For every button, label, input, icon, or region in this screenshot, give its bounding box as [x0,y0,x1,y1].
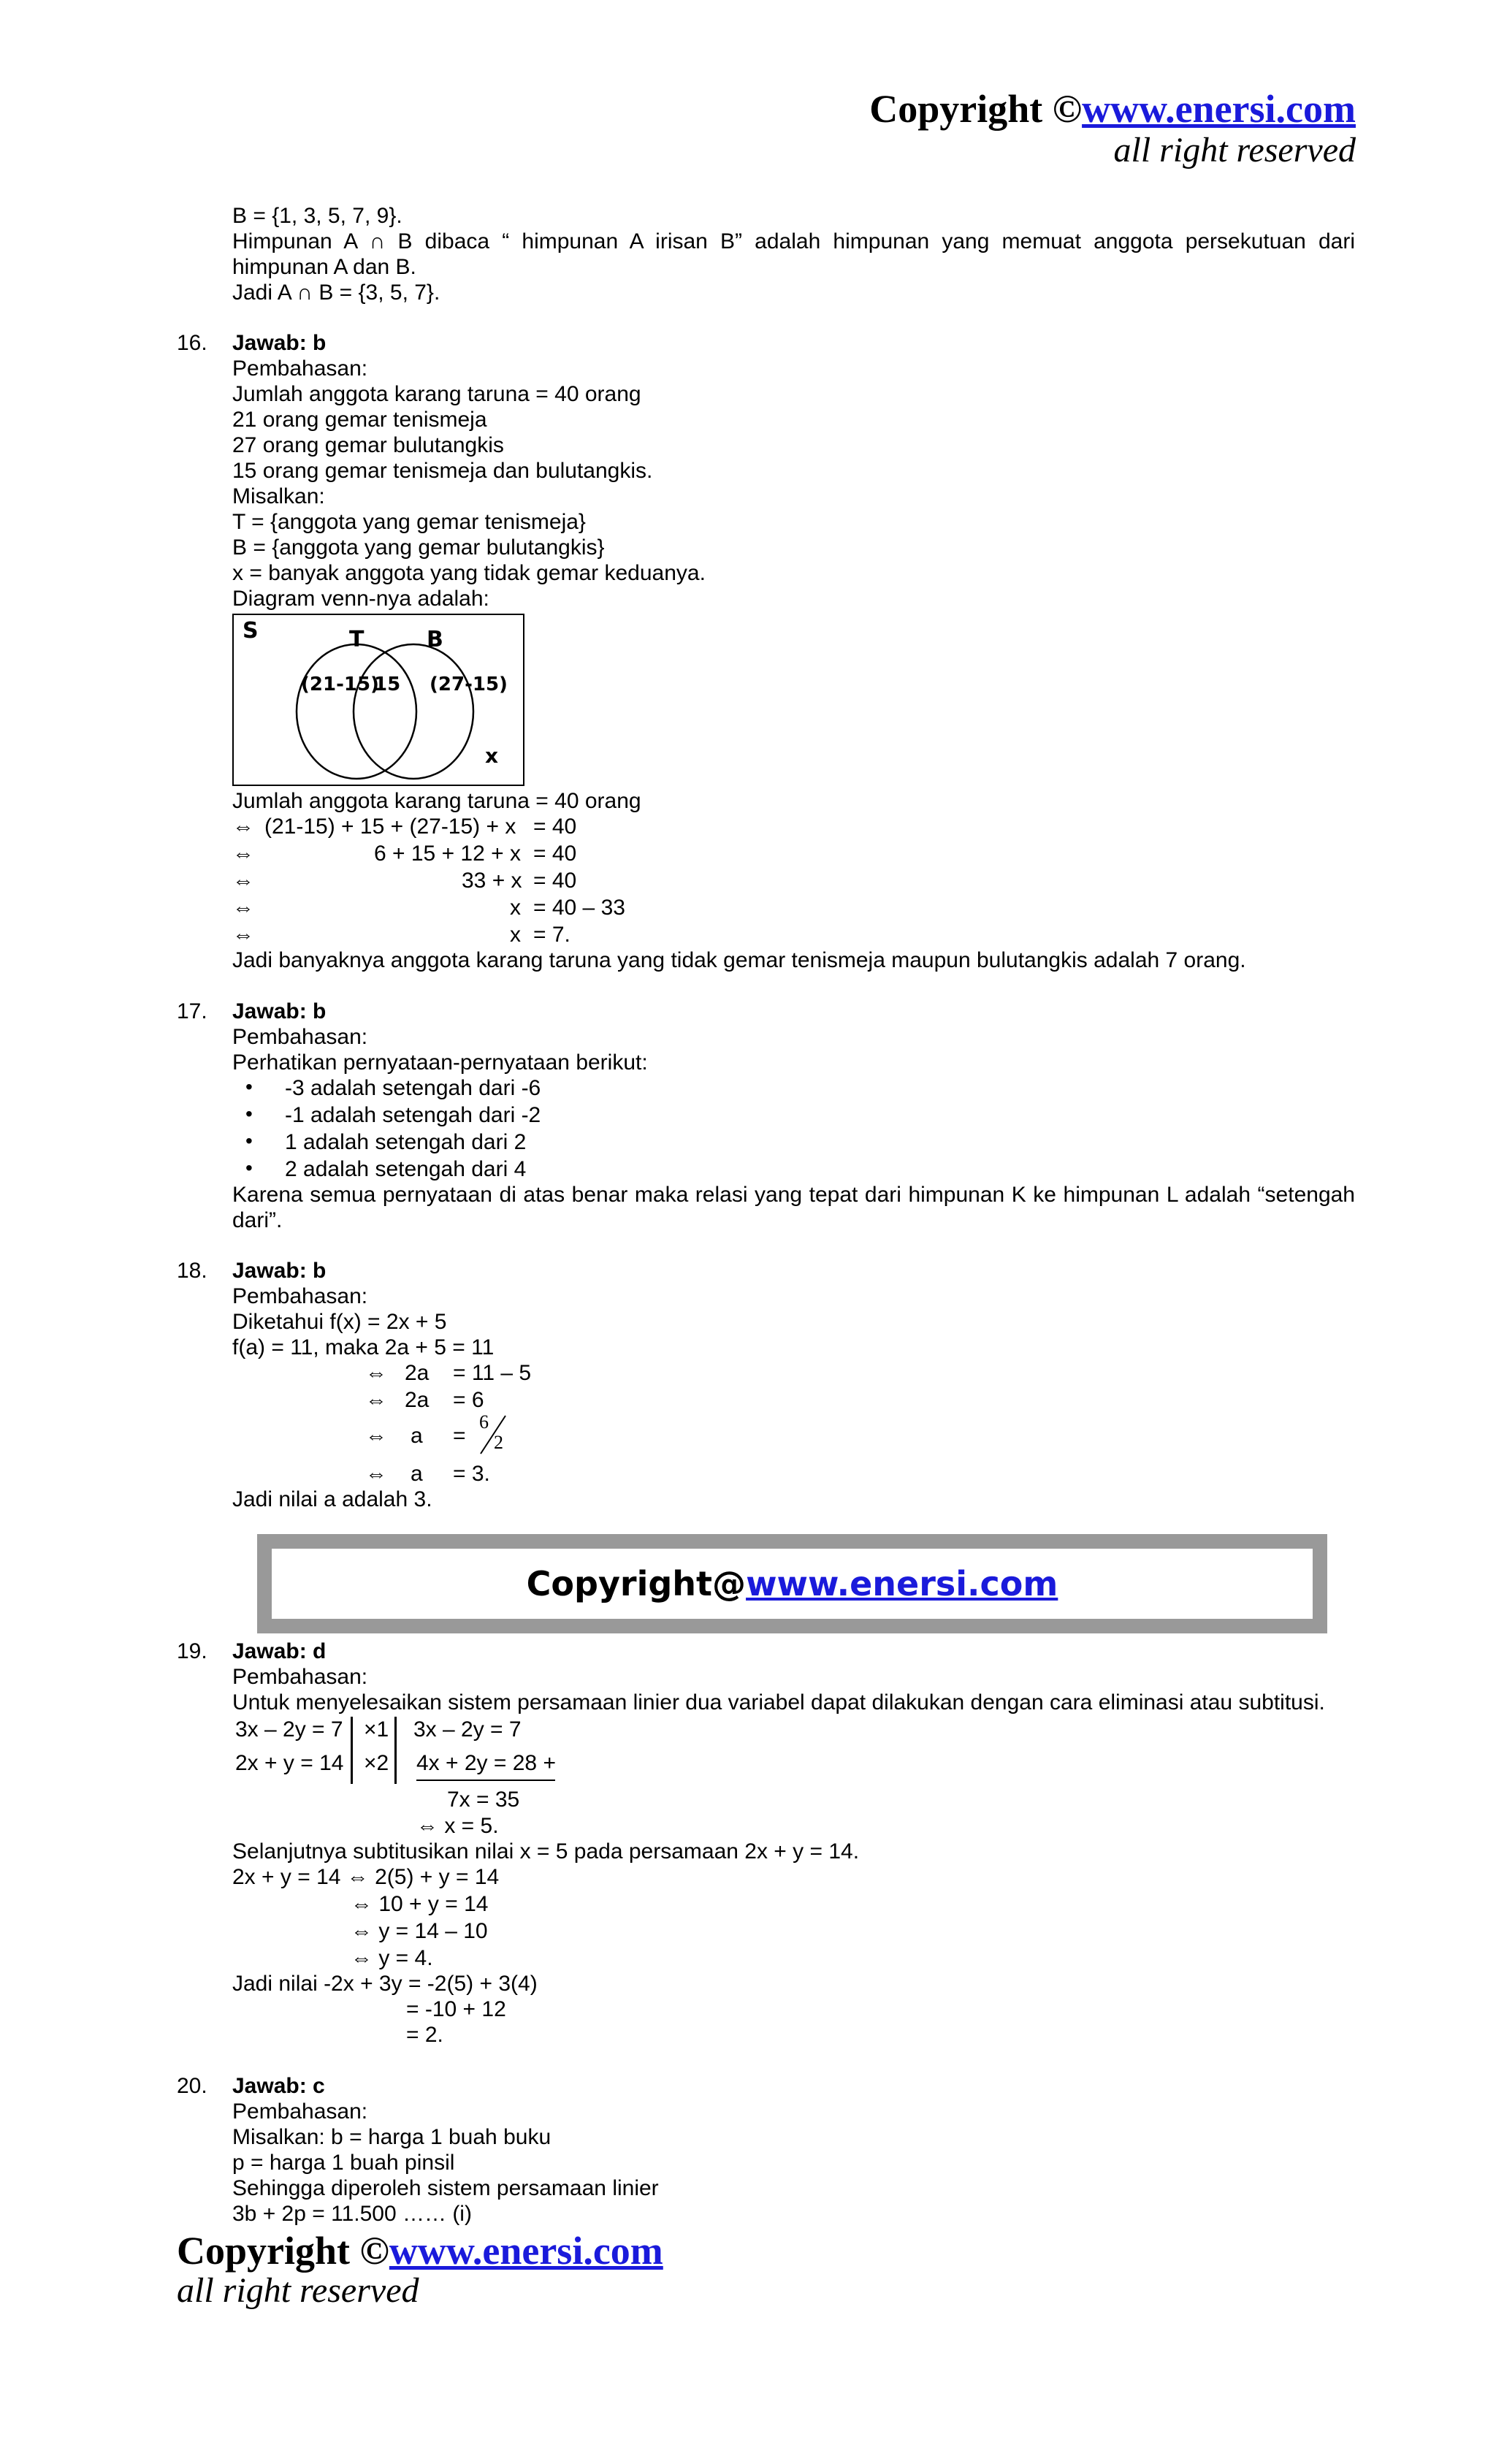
equiv-arrow: ⇔ [232,896,254,920]
header-rights: all right reserved [1113,131,1356,169]
venn-circles [234,615,523,785]
q16-answer: Jawab: b [232,331,327,355]
bullet-icon: • [245,1102,253,1125]
q16-line: B = {anggota yang gemar bulutangkis} [232,535,605,560]
q16-calc-lhs: (21-15) + 15 + (27-15) + x [264,815,516,839]
q16-line: 21 orang gemar tenismeja [232,408,487,432]
q18-answer: Jawab: b [232,1259,327,1283]
q19-answer: Jawab: d [232,1639,327,1663]
q17-conclusion-line1: Karena semua pernyataan di atas benar maka relasi yang tepat dari himpunan K ke himpunan L adalah “setengah [232,1183,1355,1207]
q17-conclusion-line2: dari”. [232,1208,283,1232]
copyright-banner [257,1534,1327,1633]
q16-calc-rhs: = 40 [533,815,577,839]
q16-calc-lhs: x [510,923,521,947]
q19-sum: 7x = 35 [447,1788,520,1812]
q19-final: = -10 + 12 [406,1997,506,2021]
q16-calc-rhs: = 7. [533,923,570,947]
q19-step: ⇔ y = 14 – 10 [351,1919,488,1943]
q16-line: x = banyak anggota yang tidak gemar keduanya. [232,561,706,585]
q18-fa: f(a) = 11, maka 2a + 5 = 11 [232,1335,495,1359]
equiv-arrow: ⇔ [365,1462,387,1486]
equiv-arrow: ⇔ [232,842,254,866]
q20-number: 20. [177,2074,207,2098]
q19-res1: 3x – 2y = 7 [413,1717,522,1742]
q16-calc-rhs: = 40 [533,842,577,866]
q16-line: T = {anggota yang gemar tenismeja} [232,510,586,534]
q19-step: 2x + y = 14 ⇔ 2(5) + y = 14 [232,1865,500,1889]
q16-calc-title: Jumlah anggota karang taruna = 40 orang [232,789,641,813]
header-site-link[interactable]: www.enersi.com [1082,87,1356,131]
footer-site-link[interactable]: www.enersi.com [389,2229,663,2273]
venn-circle-t [297,644,416,779]
venn-right-region: (27-15) [430,674,508,695]
sum-line [416,1780,555,1781]
q17-bullet-text: 2 adalah setengah dari 4 [285,1157,527,1181]
q16-pembahasan: Pembahasan: [232,356,368,381]
footer-copyright: Copyright ©www.enersi.com [177,2229,663,2273]
equiv-arrow: ⇔ [365,1424,387,1448]
divider [394,1717,397,1784]
bullet-icon: • [245,1129,253,1152]
footer-rights: all right reserved [177,2271,419,2310]
q19-mul1: ×1 [364,1717,389,1742]
q16-calc-rhs: = 40 – 33 [533,896,625,920]
intro-line3: Jadi A ∩ B = {3, 5, 7}. [232,281,440,305]
q19-number: 19. [177,1639,207,1663]
q18-fraction [476,1411,511,1457]
q19-step: ⇔ 10 + y = 14 [351,1892,489,1916]
q17-answer: Jawab: b [232,999,327,1023]
q20-answer: Jawab: c [232,2074,325,2098]
q19-step: ⇔ y = 4. [351,1946,433,1970]
banner-site-link[interactable]: www.enersi.com [746,1564,1058,1603]
intro-line1: Himpunan A ∩ B dibaca “ himpunan A irisan B” adalah himpunan yang memuat anggota persekutuan dari [232,229,1355,253]
header-copyright: Copyright ©www.enersi.com [869,87,1356,131]
q19-pembahasan: Pembahasan: [232,1665,368,1689]
q17-bullet-text: -3 adalah setengah dari -6 [285,1076,541,1100]
q19-substitute: Selanjutnya subtitusikan nilai x = 5 pada persamaan 2x + y = 14. [232,1839,860,1864]
copyright-banner-inner [272,1549,1313,1619]
equiv-arrow: ⇔ [232,923,254,947]
q20-line: Misalkan: b = harga 1 buah buku [232,2125,552,2149]
q16-conclusion: Jadi banyaknya anggota karang taruna yang tidak gemar tenismeja maupun bulutangkis adalah 7 orang. [232,948,1246,972]
q20-line: p = harga 1 buah pinsil [232,2151,455,2175]
venn-intersection: 15 [374,674,401,695]
venn-b-label: B [427,627,443,652]
equiv-arrow: ⇔ [365,1361,387,1385]
q17-bullet-text: -1 adalah setengah dari -2 [285,1103,541,1127]
divider [351,1717,353,1784]
q16-calc-lhs: x [510,896,521,920]
q18-number: 18. [177,1259,207,1283]
q19-intro: Untuk menyelesaikan sistem persamaan linier dua variabel dapat dilakukan dengan cara eliminasi atau subtitusi. [232,1690,1325,1714]
q16-number: 16. [177,331,207,355]
venn-t-label: T [349,627,365,652]
q16-line: Jumlah anggota karang taruna = 40 orang [232,382,641,406]
q19-res2: 4x + 2y = 28 + [416,1751,556,1775]
q18-conclusion: Jadi nilai a adalah 3. [232,1487,432,1511]
q20-pembahasan: Pembahasan: [232,2099,368,2124]
q19-eq1: 3x – 2y = 7 [235,1717,343,1742]
q16-line: Misalkan: [232,484,325,508]
q18-rhs: = 3. [453,1462,490,1486]
q17-bullet-text: 1 adalah setengah dari 2 [285,1130,527,1154]
q16-calc-lhs: 6 + 15 + 12 + x [374,842,521,866]
bullet-icon: • [245,1156,253,1179]
bullet-icon: • [245,1075,253,1098]
equiv-arrow: ⇔ [232,869,254,893]
banner-prefix: Copyright@ [526,1564,747,1603]
q19-eq2: 2x + y = 14 [235,1751,344,1775]
q18-rhs: = 11 – 5 [453,1361,532,1385]
venn-diagram [232,614,524,786]
q19-x-result: ⇔ x = 5. [416,1814,499,1838]
q18-lhs: 2a [405,1361,430,1385]
venn-left-region: (21-15) [301,674,379,695]
q18-given: Diketahui f(x) = 2x + 5 [232,1310,447,1334]
q20-line: Sehingga diperoleh sistem persamaan linier [232,2176,659,2200]
q16-calc-lhs: 33 + x [462,869,522,893]
q18-rhs: = 6 [453,1388,484,1412]
q18-lhs: a [411,1424,423,1448]
q18-rhs: = [453,1424,466,1448]
venn-universal-label: S [243,618,259,644]
q17-pembahasan: Pembahasan: [232,1025,368,1049]
q17-number: 17. [177,999,207,1023]
q16-line: 27 orang gemar bulutangkis [232,433,504,457]
q20-line: 3b + 2p = 11.500 …… (i) [232,2202,472,2226]
venn-x-label: x [485,744,499,768]
q17-intro: Perhatikan pernyataan-pernyataan berikut: [232,1050,648,1075]
q19-final: = 2. [406,2023,443,2047]
q16-calc-rhs: = 40 [533,869,577,893]
equiv-arrow: ⇔ [365,1388,387,1412]
q18-pembahasan: Pembahasan: [232,1284,368,1308]
q16-line: Diagram venn-nya adalah: [232,587,489,611]
q18-lhs: 2a [405,1388,430,1412]
q18-fraction-numerator: 6 [479,1411,489,1433]
q19-mul2: ×2 [364,1751,389,1775]
q19-final: Jadi nilai -2x + 3y = -2(5) + 3(4) [232,1972,538,1996]
venn-circle-b [354,644,473,779]
intro-line2: himpunan A dan B. [232,255,416,279]
equiv-arrow: ⇔ [232,815,254,839]
q18-fraction-denominator: 2 [494,1432,503,1453]
q18-lhs: a [411,1462,423,1486]
intro-set-b: B = {1, 3, 5, 7, 9}. [232,204,402,228]
q16-line: 15 orang gemar tenismeja dan bulutangkis. [232,459,653,483]
